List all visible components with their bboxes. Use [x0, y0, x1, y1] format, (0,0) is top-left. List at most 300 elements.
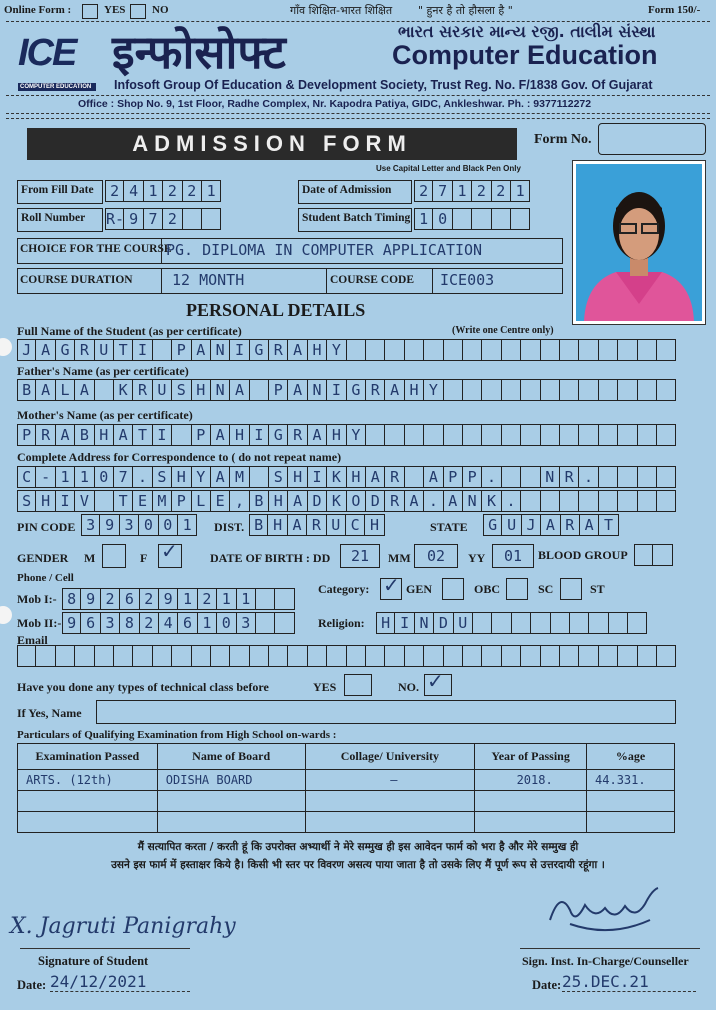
char-cell [385, 339, 404, 361]
char-cell [599, 490, 618, 512]
divider [326, 268, 327, 294]
char-cell: H [192, 379, 211, 401]
cell: ARTS. (12th) [18, 770, 158, 791]
char-cell [657, 379, 676, 401]
char-cell [17, 645, 36, 667]
char-cell: R [385, 490, 404, 512]
char-cell: 2 [140, 588, 159, 610]
char-cell: P [17, 424, 36, 446]
char-cell: R [75, 339, 94, 361]
char-cell: A [385, 379, 404, 401]
char-cell: N [308, 379, 327, 401]
divider [520, 948, 700, 949]
table-row[interactable] [18, 812, 675, 833]
char-cell: 2 [198, 588, 217, 610]
char-cell: A [424, 466, 443, 488]
char-cell: R [288, 424, 307, 446]
dob-month-label: MM [388, 551, 411, 565]
char-cell: R [561, 514, 580, 536]
char-cell: A [230, 379, 249, 401]
char-cell [308, 645, 327, 667]
char-cell: N [541, 466, 560, 488]
char-cell [405, 645, 424, 667]
technical-yes-label: YES [313, 680, 337, 694]
personal-details-heading: PERSONAL DETAILS [186, 300, 366, 320]
char-cell: G [347, 379, 366, 401]
email-label: Email [17, 633, 48, 647]
char-cell [250, 645, 269, 667]
char-cell: T [133, 424, 152, 446]
char-cell: I [308, 466, 327, 488]
char-cell: J [522, 514, 541, 536]
char-cell [541, 490, 560, 512]
roll-number-label: Roll Number [17, 208, 103, 232]
char-cell [657, 339, 676, 361]
char-cell: I [56, 490, 75, 512]
char-cell [609, 612, 628, 634]
cell: 2018. [475, 770, 587, 791]
char-cell [521, 339, 540, 361]
gender-m-label: M [84, 551, 96, 565]
char-cell [405, 466, 424, 488]
punch-hole [0, 606, 12, 624]
declaration-line-2: उसने इस फार्म में हस्ताक्षर किये है। किसी भी स्तर पर विवरण असत्य पाया जाता है तो उसके लिए मैं पूर्ण रूप से उत्तरदायी रहूंगा । [111, 859, 605, 871]
course-duration-value: 12 MONTH [172, 271, 245, 289]
char-cell: I [327, 379, 346, 401]
if-yes-name-field[interactable] [96, 700, 676, 724]
technical-no-checkbox[interactable] [424, 674, 452, 696]
dob-day-field[interactable]: 21 [340, 544, 380, 568]
char-cell: K [114, 379, 133, 401]
char-cell: B [250, 490, 269, 512]
if-yes-name-label: If Yes, Name [17, 706, 82, 720]
gender-f-label: F [140, 551, 148, 565]
online-no-checkbox[interactable] [130, 4, 146, 19]
char-cell: 9 [100, 514, 119, 536]
char-cell: L [56, 379, 75, 401]
char-cell: A [192, 339, 211, 361]
char-cell [95, 645, 114, 667]
category-obc-checkbox[interactable] [442, 578, 464, 600]
char-cell: 1 [178, 514, 197, 536]
char-cell: P [172, 490, 191, 512]
char-cell [366, 645, 385, 667]
char-cell [512, 612, 531, 634]
mob2-cells[interactable] [62, 612, 295, 634]
char-cell: 4 [159, 612, 178, 634]
divider [6, 113, 710, 114]
char-cell [521, 645, 540, 667]
char-cell: P [172, 339, 191, 361]
char-cell [502, 339, 521, 361]
char-cell [288, 645, 307, 667]
mother-name-cells[interactable] [17, 424, 676, 446]
char-cell [560, 379, 579, 401]
char-cell: K [327, 466, 346, 488]
char-cell: A [541, 514, 560, 536]
fill-date-cells[interactable]: 2 4 1 2 2 1 [105, 180, 221, 202]
student-signature-label: Signature of Student [38, 954, 149, 968]
religion-cells[interactable] [376, 612, 647, 634]
char-cell [256, 612, 275, 634]
char-cell [618, 645, 637, 667]
divider [161, 268, 162, 294]
char-cell: 9 [62, 612, 81, 634]
char-cell: 1 [178, 588, 197, 610]
cell [475, 812, 587, 833]
divider [6, 118, 710, 119]
char-cell: V [75, 490, 94, 512]
char-cell [172, 645, 191, 667]
student-signature: X. Jagruti Panigrahy [10, 914, 236, 939]
char-cell [618, 339, 637, 361]
char-cell: H [172, 466, 191, 488]
char-cell [444, 339, 463, 361]
technical-class-label: Have you done any types of technical class before [17, 680, 269, 694]
char-cell [211, 645, 230, 667]
address-line-1-cells[interactable] [17, 466, 676, 488]
gender-label: GENDER [17, 551, 69, 565]
char-cell [463, 379, 482, 401]
char-cell [492, 612, 511, 634]
char-cell: A [405, 490, 424, 512]
char-cell: C [346, 514, 365, 536]
student-date-label: Date: [17, 978, 47, 992]
dob-month-field[interactable]: 02 [414, 544, 458, 568]
student-date-value: 24/12/2021 [50, 972, 190, 992]
category-st-checkbox[interactable] [560, 578, 582, 600]
char-cell: 2 [140, 612, 159, 634]
father-name-label: Father's Name (as per certificate) [17, 364, 189, 378]
char-cell: J [17, 339, 36, 361]
char-cell [482, 645, 501, 667]
char-cell: 0 [217, 612, 236, 634]
char-cell: I [395, 612, 414, 634]
char-cell: Y [192, 466, 211, 488]
char-cell: 3 [81, 514, 100, 536]
char-cell [638, 466, 657, 488]
char-cell [618, 379, 637, 401]
admission-date-label: Date of Admission [298, 180, 412, 204]
char-cell: E [133, 490, 152, 512]
dob-year-label: YY [468, 551, 486, 565]
char-cell: U [327, 514, 346, 536]
batch-timing-label: Student Batch Timing [298, 208, 412, 232]
char-cell [502, 379, 521, 401]
char-cell [579, 645, 598, 667]
char-cell [541, 339, 560, 361]
char-cell [444, 645, 463, 667]
char-cell: 0 [95, 466, 114, 488]
char-cell: G [269, 424, 288, 446]
char-cell [638, 490, 657, 512]
char-cell: A [114, 424, 133, 446]
char-cell [347, 645, 366, 667]
admission-form-title: ADMISSION FORM [27, 128, 517, 160]
dob-year-field[interactable]: 01 [492, 544, 534, 568]
online-no-label: NO [152, 4, 169, 16]
declaration-line-1: मैं सत्यापित करता / करती हूं कि उपरोक्त अभ्यार्थी ने मेरे सम्मुख ही इस आवेदन फार्म को भरा है और मेरे सम्मुख ही [137, 841, 579, 853]
char-cell: G [483, 514, 502, 536]
category-obc-label: OBC [474, 582, 501, 596]
char-cell [541, 424, 560, 446]
char-cell: H [268, 514, 287, 536]
brand-name: Computer Education [392, 40, 658, 70]
char-cell [628, 612, 647, 634]
cell [157, 812, 305, 833]
hindi-slogan-2: " हुनर है तो हौसला है " [418, 4, 513, 17]
char-cell [172, 424, 191, 446]
char-cell [153, 645, 172, 667]
category-label: Category: [318, 582, 370, 596]
char-cell [133, 645, 152, 667]
char-cell: C [17, 466, 36, 488]
char-cell [230, 645, 249, 667]
gender-m-checkbox[interactable] [102, 544, 126, 568]
char-cell: 6 [178, 612, 197, 634]
char-cell: S [153, 466, 172, 488]
cell: 44.331. [587, 770, 675, 791]
char-cell: D [366, 490, 385, 512]
char-cell [599, 379, 618, 401]
char-cell [153, 339, 172, 361]
char-cell [275, 612, 294, 634]
char-cell [75, 645, 94, 667]
char-cell: H [376, 612, 395, 634]
char-cell [250, 379, 269, 401]
char-cell: . [482, 466, 501, 488]
admission-date-cells[interactable]: 2 7 1 2 2 1 [414, 180, 530, 202]
online-yes-checkbox[interactable] [82, 4, 98, 19]
char-cell [560, 490, 579, 512]
form-no-field[interactable] [598, 123, 706, 155]
roll-number-cells[interactable]: R- 9 7 2 [105, 208, 221, 230]
char-cell: A [288, 490, 307, 512]
char-cell [638, 379, 657, 401]
col-exam: Examination Passed [18, 744, 158, 770]
char-cell: 9 [81, 588, 100, 610]
col-year: Year of Passing [475, 744, 587, 770]
char-cell [347, 339, 366, 361]
char-cell [502, 645, 521, 667]
char-cell [444, 379, 463, 401]
char-cell [482, 339, 501, 361]
char-cell: 3 [101, 612, 120, 634]
counseller-date-label: Date: [532, 978, 562, 992]
char-cell [551, 612, 570, 634]
divider [161, 238, 162, 264]
char-cell: B [75, 424, 94, 446]
char-cell: B [249, 514, 268, 536]
category-gen-label: GEN [406, 582, 433, 596]
char-cell [36, 645, 55, 667]
char-cell [444, 424, 463, 446]
char-cell: M [153, 490, 172, 512]
counseller-date-value: 25.DEC.21 [562, 972, 696, 992]
char-cell: A [444, 490, 463, 512]
table-row[interactable] [18, 791, 675, 812]
char-cell [405, 424, 424, 446]
char-cell: A [288, 514, 307, 536]
char-cell: . [424, 490, 443, 512]
char-cell [250, 466, 269, 488]
char-cell: 2 [101, 588, 120, 610]
char-cell: R [307, 514, 326, 536]
char-cell: Y [424, 379, 443, 401]
cell [305, 791, 475, 812]
char-cell [114, 645, 133, 667]
technical-yes-checkbox[interactable] [344, 674, 372, 696]
char-cell [95, 490, 114, 512]
char-cell: U [95, 339, 114, 361]
char-cell: I [133, 339, 152, 361]
char-cell: H [288, 466, 307, 488]
char-cell [192, 645, 211, 667]
counseller-signature [540, 880, 670, 944]
char-cell: N [211, 339, 230, 361]
gender-f-checkbox[interactable] [158, 544, 182, 568]
category-gen-checkbox[interactable] [380, 578, 402, 600]
char-cell [657, 466, 676, 488]
char-cell: A [211, 424, 230, 446]
char-cell [579, 339, 598, 361]
cell [18, 812, 158, 833]
char-cell: A [288, 339, 307, 361]
table-header-row [18, 744, 675, 770]
char-cell: 3 [120, 514, 139, 536]
mob2-label: Mob II:- [17, 616, 62, 630]
char-cell: . [579, 466, 598, 488]
char-cell [531, 612, 550, 634]
address-line-2-cells[interactable] [17, 490, 676, 512]
char-cell: A [211, 466, 230, 488]
blood-group-cells[interactable] [634, 544, 673, 566]
char-cell: P [463, 466, 482, 488]
phone-label: Phone / Cell [17, 572, 74, 584]
char-cell: O [347, 490, 366, 512]
char-cell: N [415, 612, 434, 634]
col-university: Collage/ University [305, 744, 475, 770]
char-cell: R [385, 466, 404, 488]
char-cell: 1 [217, 588, 236, 610]
char-cell [638, 424, 657, 446]
char-cell [95, 379, 114, 401]
char-cell [385, 424, 404, 446]
pin-code-cells[interactable] [81, 514, 197, 536]
char-cell: , [230, 490, 249, 512]
punch-hole [0, 338, 12, 356]
char-cell [599, 645, 618, 667]
cell [587, 812, 675, 833]
char-cell [579, 379, 598, 401]
religion-label: Religion: [318, 616, 365, 630]
divider [6, 95, 710, 96]
district-label: DIST. [214, 520, 245, 534]
centre-note: (Write one Centre only) [452, 325, 554, 336]
char-cell: . [502, 490, 521, 512]
cell [157, 791, 305, 812]
char-cell: A [366, 466, 385, 488]
technical-no-label: NO. [398, 680, 419, 694]
char-cell: P [192, 424, 211, 446]
category-sc-label: SC [538, 582, 554, 596]
char-cell [521, 379, 540, 401]
char-cell: B [17, 379, 36, 401]
char-cell: S [172, 379, 191, 401]
char-cell: U [454, 612, 473, 634]
mother-name-label: Mother's Name (as per certificate) [17, 408, 193, 422]
char-cell: P [269, 379, 288, 401]
mob1-cells[interactable] [62, 588, 295, 610]
char-cell: H [36, 490, 55, 512]
char-cell [560, 339, 579, 361]
char-cell [424, 645, 443, 667]
char-cell [424, 339, 443, 361]
char-cell: T [599, 514, 618, 536]
char-cell: 6 [120, 588, 139, 610]
char-cell: D [308, 490, 327, 512]
char-cell: 7 [114, 466, 133, 488]
capital-letter-note: Use Capital Letter and Black Pen Only [376, 164, 521, 173]
char-cell [521, 466, 540, 488]
char-cell: 0 [139, 514, 158, 536]
char-cell [424, 424, 443, 446]
email-cells[interactable] [17, 645, 676, 667]
state-cells[interactable] [483, 514, 619, 536]
char-cell [618, 490, 637, 512]
char-cell [463, 424, 482, 446]
char-cell [473, 612, 492, 634]
char-cell [618, 466, 637, 488]
char-cell: S [17, 490, 36, 512]
district-cells[interactable] [249, 514, 385, 536]
table-row[interactable] [18, 770, 675, 791]
online-yes-label: YES [104, 4, 126, 16]
course-code-value: ICE003 [440, 271, 495, 289]
pin-code-label: PIN CODE [17, 520, 76, 534]
course-duration-label: COURSE DURATION [20, 274, 133, 286]
category-sc-checkbox[interactable] [506, 578, 528, 600]
divider [432, 268, 433, 294]
char-cell: R [133, 379, 152, 401]
char-cell: P [444, 466, 463, 488]
full-name-label: Full Name of the Student (as per certificate) [17, 324, 242, 338]
char-cell [657, 424, 676, 446]
char-cell [502, 466, 521, 488]
batch-timing-cells[interactable]: 1 0 [414, 208, 530, 230]
father-name-cells[interactable] [17, 379, 676, 401]
char-cell: . [133, 466, 152, 488]
char-cell [570, 612, 589, 634]
char-cell: G [250, 339, 269, 361]
char-cell [541, 379, 560, 401]
gujarati-tagline: ભારત સરકાર માન્ય રજી. તાલીમ સંસ્થા [398, 22, 656, 41]
char-cell [366, 339, 385, 361]
char-cell: A [580, 514, 599, 536]
char-cell: H [365, 514, 384, 536]
char-cell [521, 490, 540, 512]
char-cell [366, 424, 385, 446]
char-cell: Y [347, 424, 366, 446]
char-cell: N [463, 490, 482, 512]
hindi-slogan-1: गाँव शिक्षित-भारत शिक्षित [290, 4, 393, 17]
char-cell: R [560, 466, 579, 488]
full-name-cells[interactable] [17, 339, 676, 361]
char-cell: 8 [120, 612, 139, 634]
cell [305, 812, 475, 833]
char-cell [589, 612, 608, 634]
category-st-label: ST [590, 582, 605, 596]
